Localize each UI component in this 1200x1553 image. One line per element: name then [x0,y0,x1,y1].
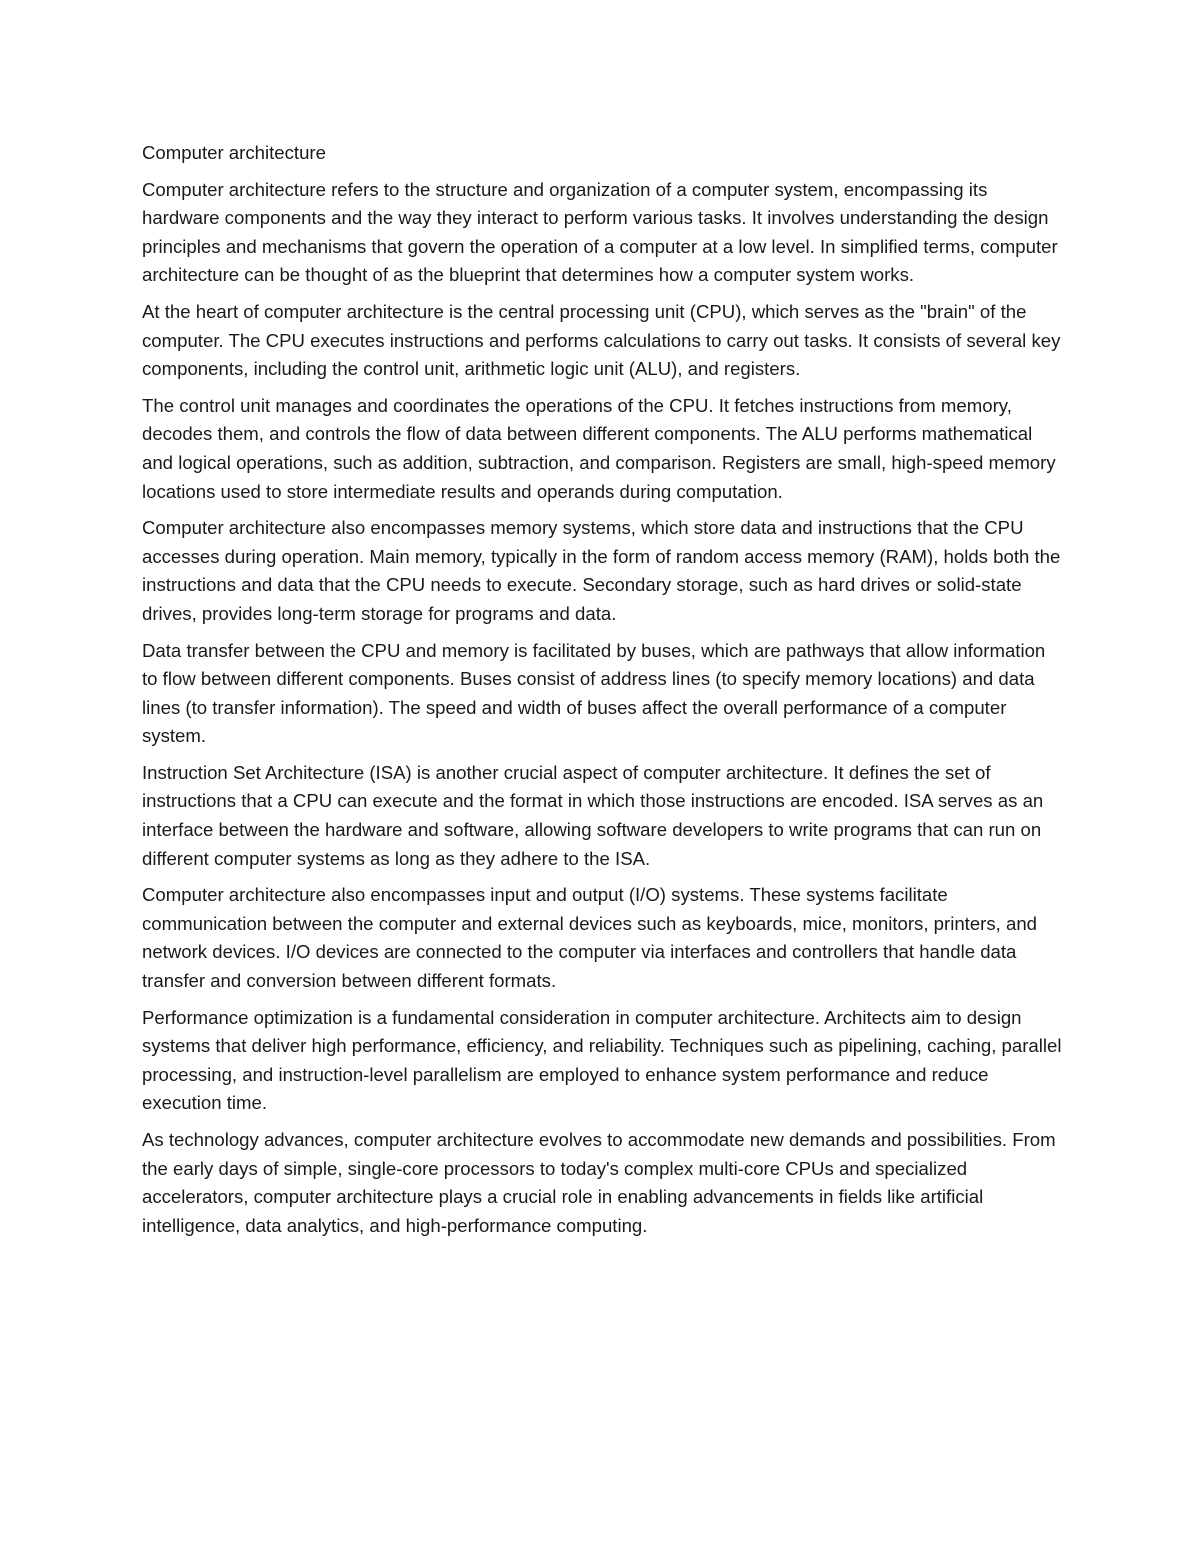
paragraph-io: Computer architecture also encompasses input and output (I/O) systems. These systems facilitate communication between the computer and external devices such as keyboards, mice, monitors, printers, and network devices. I/O devices are connected to the computer via interfaces and controllers that handle data transfer and conversion between different formats. [142,884,1038,992]
document-body [142,139,1062,1248]
paragraph-evolution: As technology advances, computer architecture evolves to accommodate new demands and possibilities. From the early days of simple, single-core processors to today's complex multi-core CPUs and specialized accelerators, computer architecture plays a crucial role in enabling advancements in fields like artificial intelligence, data analytics, and high-performance computing. [142,1129,1056,1236]
paragraph-performance: Performance optimization is a fundamental consideration in computer architecture. Architects aim to design systems that deliver high performance, efficiency, and reliability. Techniques such as pipelining, caching, parallel processing, and instruction-level parallelism are employed to enhance system performance and reduce execution time. [142,1006,1062,1114]
document-title: Computer architecture [142,142,326,163]
paragraph-intro: Computer architecture refers to the structure and organization of a computer system, encompassing its hardware components and the way they interact to perform various tasks. It involves understanding the design principles and mechanisms that govern the operation of a computer at a low level. In simplified terms, computer architecture can be thought of as the blueprint that determines how a computer system works. [142,178,1058,286]
paragraph-isa: Instruction Set Architecture (ISA) is another crucial aspect of computer architecture. It defines the set of instructions that a CPU can execute and the format in which those instructions are encoded. ISA serves as an interface between the hardware and software, allowing software developers to write programs that can run on different computer systems as long as they adhere to the ISA. [142,761,1044,869]
paragraph-buses: Data transfer between the CPU and memory is facilitated by buses, which are pathways that allow information to flow between different components. Buses consist of address lines (to specify memory locations) and data lines (to transfer information). The speed and width of buses affect the overall performance of a computer system. [142,639,1046,747]
paragraph-memory: Computer architecture also encompasses memory systems, which store data and instructions that the CPU accesses during operation. Main memory, typically in the form of random access memory (RAM), holds both the instructions and data that the CPU needs to execute. Secondary storage, such as hard drives or solid-state drives, provides long-term storage for programs and data. [142,517,1061,624]
paragraph-cpu: At the heart of computer architecture is the central processing unit (CPU), which serves as the "brain" of the computer. The CPU executes instructions and performs calculations to carry out tasks. It consists of several key components, including the control unit, arithmetic logic unit (ALU), and registers. [142,300,1061,380]
paragraph-control-unit: The control unit manages and coordinates the operations of the CPU. It fetches instructions from memory, decodes them, and controls the flow of data between different components. The ALU performs mathematical and logical operations, such as addition, subtraction, and comparison. Registers are small, high-speed memory locations used to store intermediate results and operands during computation. [142,394,1056,502]
